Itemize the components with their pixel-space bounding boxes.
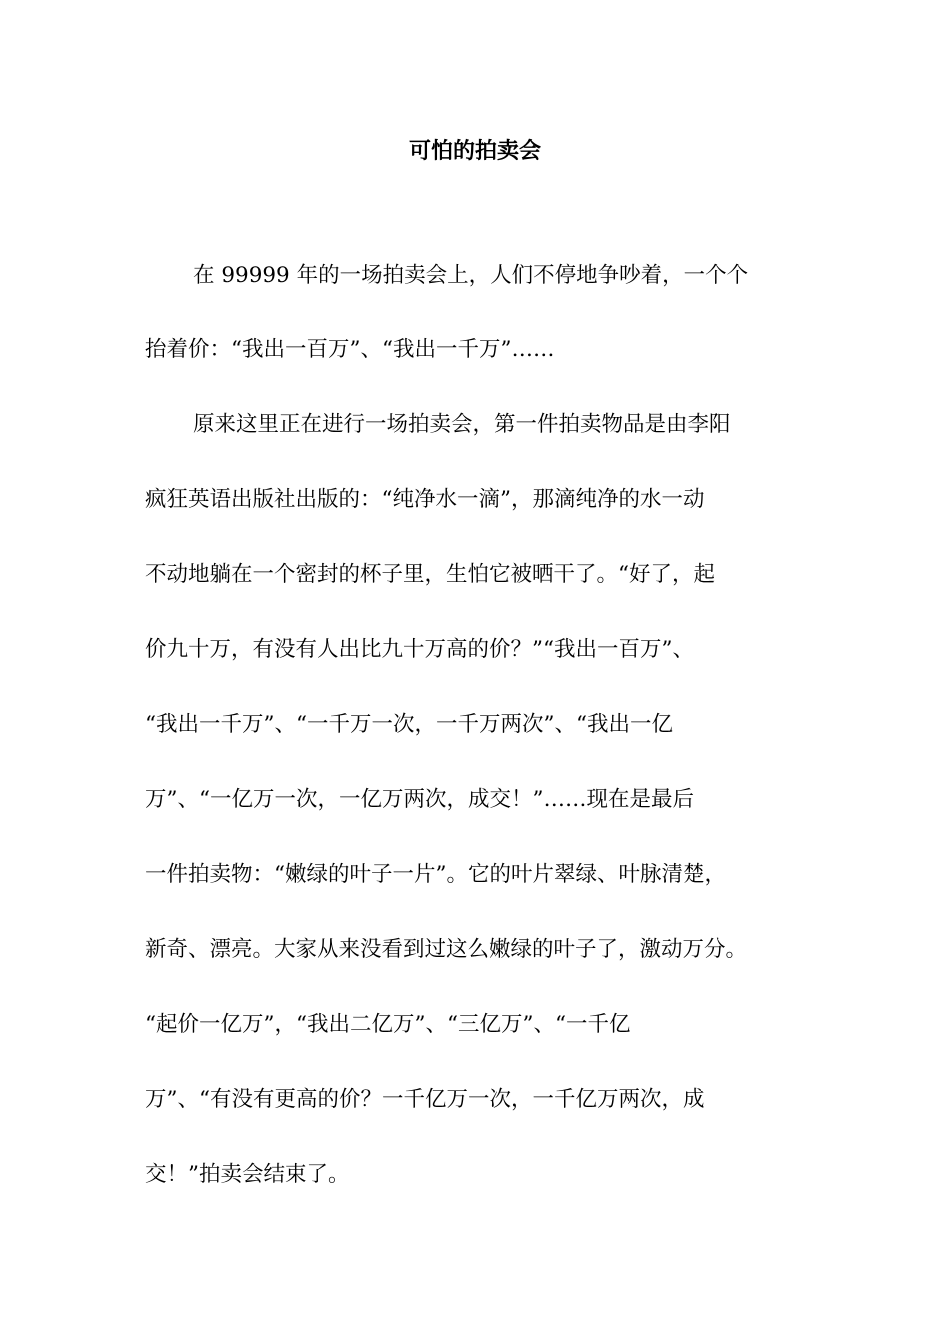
paragraph-2-line-2: 疯狂英语出版社出版的：“纯净水一滴”，那滴纯净的水一动 bbox=[145, 487, 705, 512]
paragraph-2-line-7: 一件拍卖物：“嫩绿的叶子一片”。它的叶片翠绿、叶脉清楚， bbox=[145, 862, 726, 887]
paragraph-2-line-5: “我出一千万”、“一千万一次，一千万两次”、“我出一亿 bbox=[145, 712, 673, 737]
document-title: 可怕的拍卖会 bbox=[408, 139, 541, 164]
paragraph-2-line-6: 万”、“一亿万一次，一亿万两次，成交！”……现在是最后 bbox=[145, 787, 694, 812]
paragraph-2-line-9: “起价一亿万”，“我出二亿万”、“三亿万”、“一千亿 bbox=[145, 1012, 631, 1037]
paragraph-2-line-3: 不动地躺在一个密封的杯子里，生怕它被晒干了。“好了，起 bbox=[145, 562, 715, 587]
paragraph-2-line-11: 交！”拍卖会结束了。 bbox=[145, 1162, 350, 1187]
paragraph-1-line-1: 在 99999 年的一场拍卖会上，人们不停地争吵着，一个个 bbox=[193, 263, 749, 288]
paragraph-1-line-2: 抬着价：“我出一百万”、“我出一千万”…… bbox=[145, 337, 555, 362]
paragraph-2-line-1: 原来这里正在进行一场拍卖会，第一件拍卖物品是由李阳 bbox=[193, 412, 731, 437]
paragraph-2-line-8: 新奇、漂亮。大家从来没看到过这么嫩绿的叶子了，激动万分。 bbox=[145, 937, 748, 962]
paragraph-2-line-4: 价九十万，有没有人出比九十万高的价？”“我出一百万”、 bbox=[145, 637, 694, 662]
paragraph-2-line-10: 万”、“有没有更高的价？一千亿万一次，一千亿万两次，成 bbox=[145, 1087, 705, 1112]
